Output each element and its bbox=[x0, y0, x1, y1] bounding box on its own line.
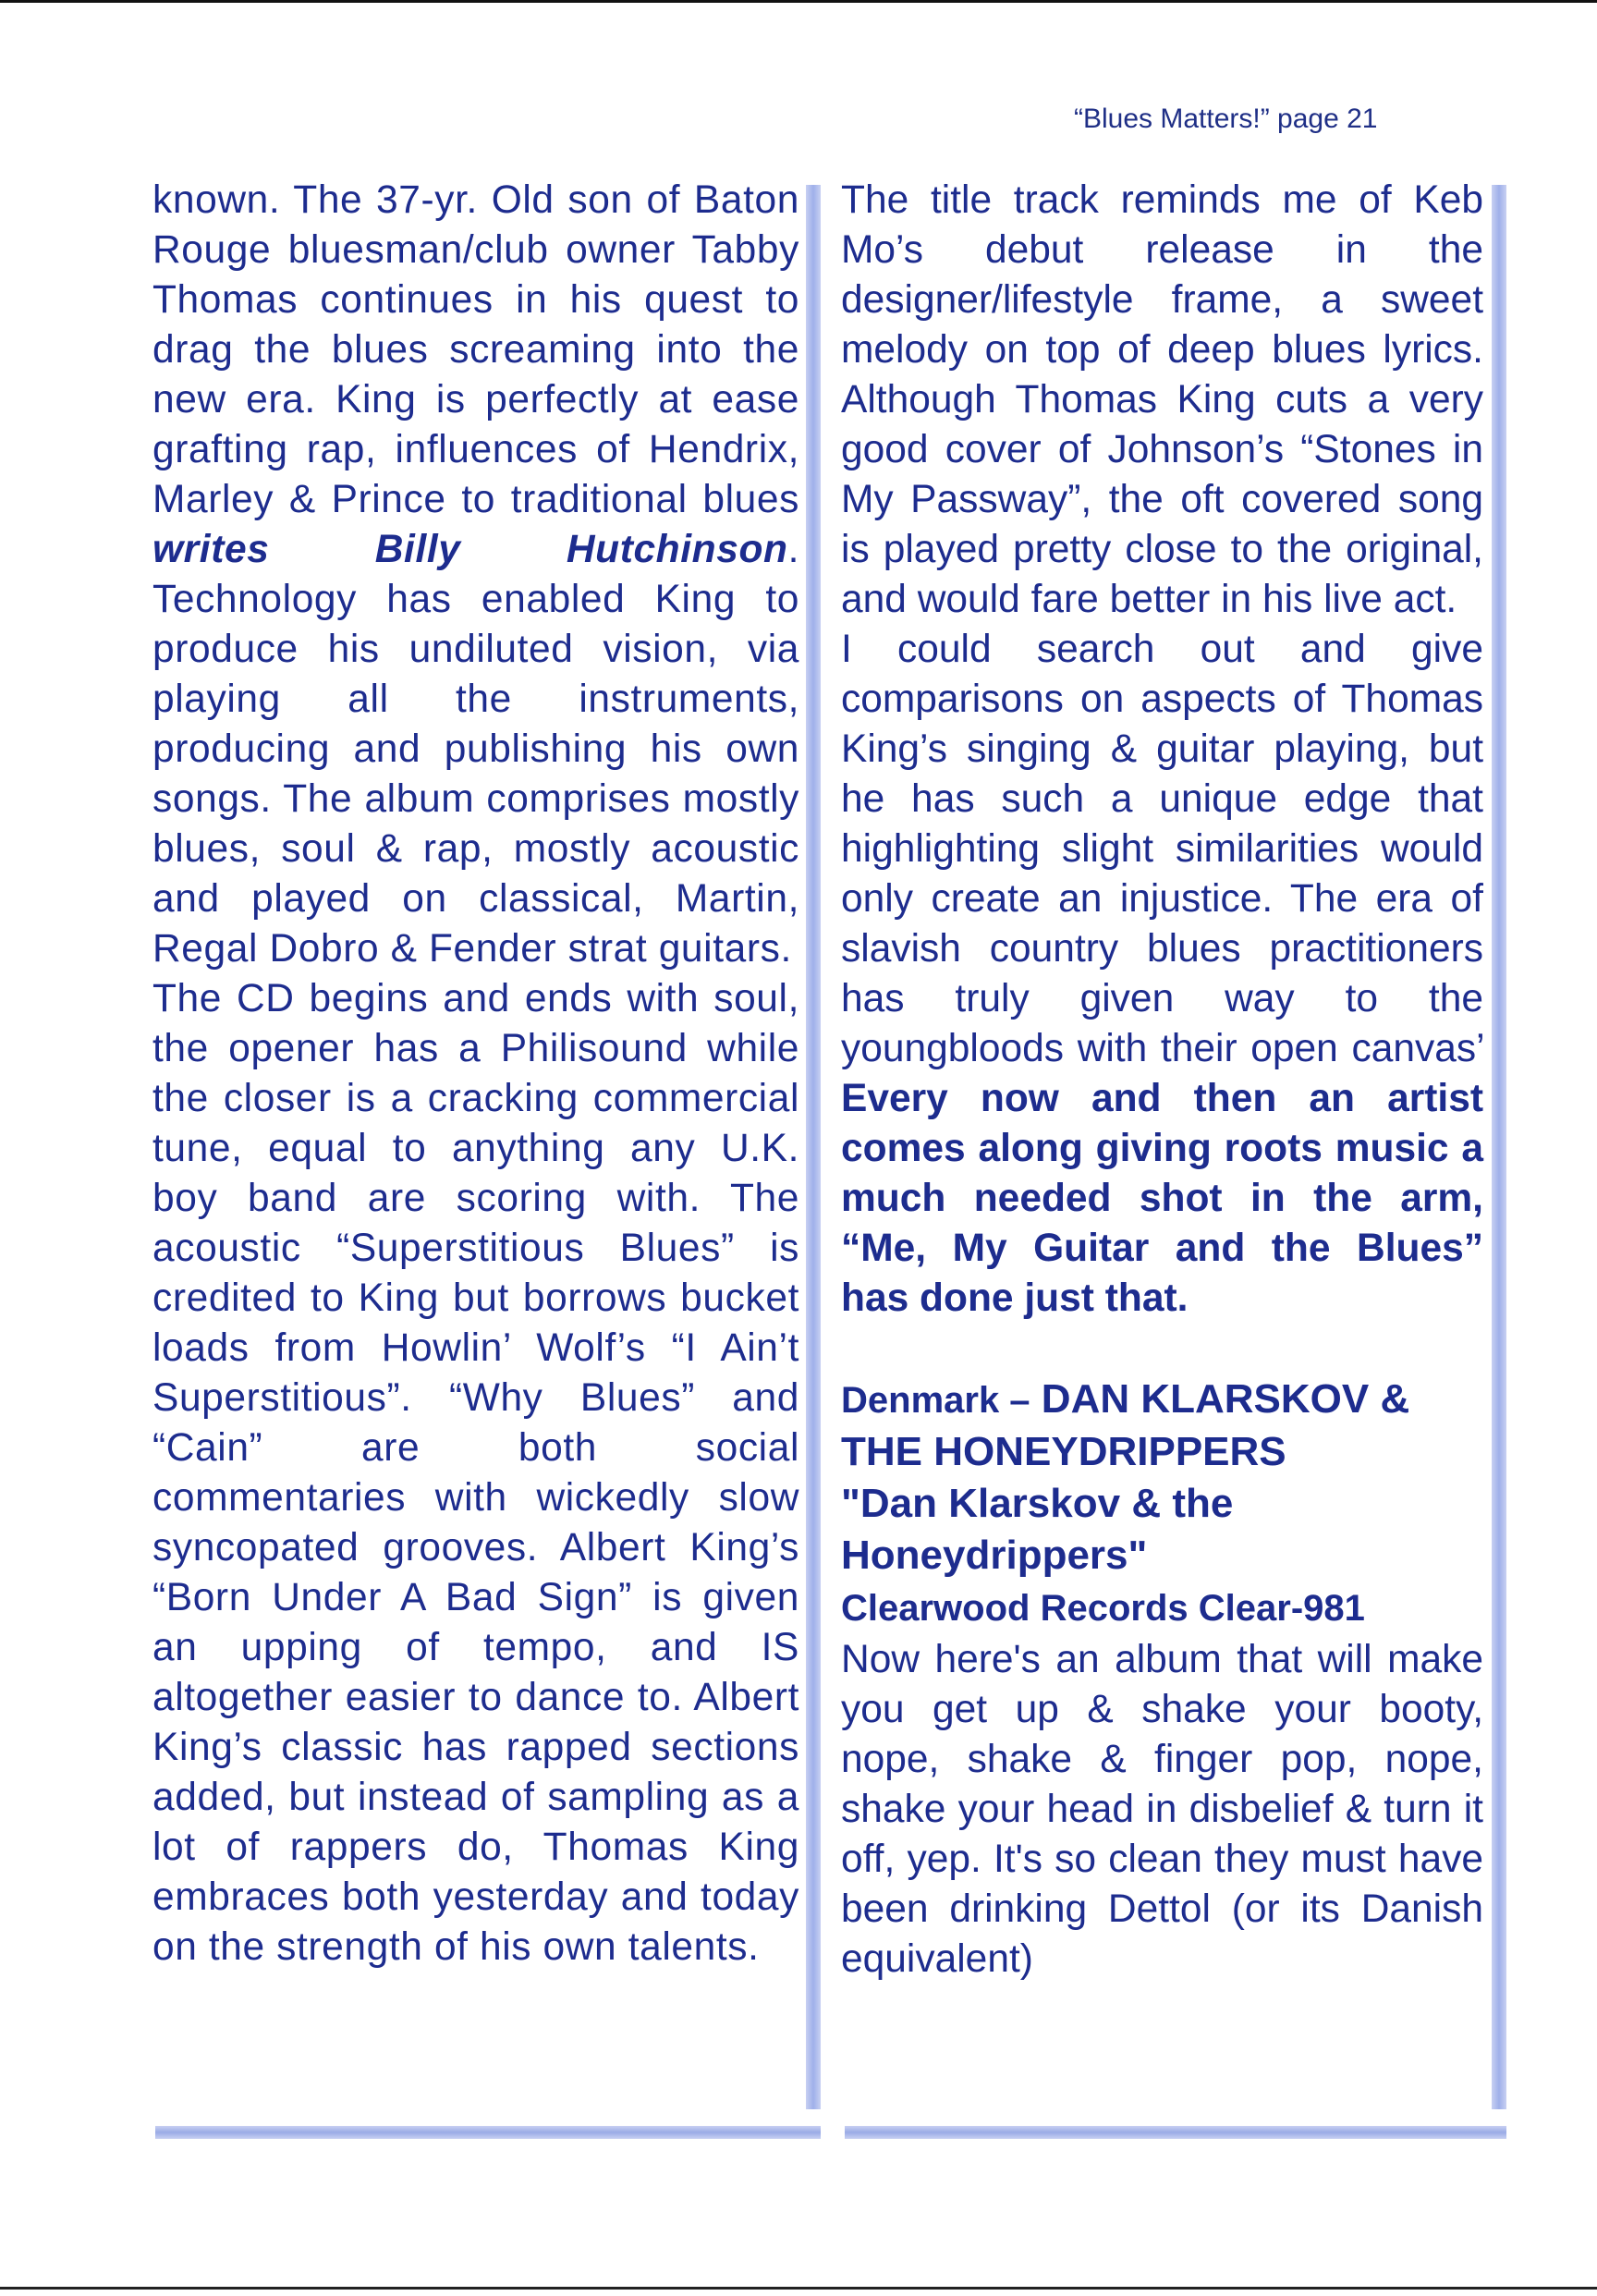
review-country: Denmark – bbox=[841, 1380, 1030, 1421]
spacer bbox=[841, 1324, 1483, 1374]
page-header: “Blues Matters!” page 21 bbox=[1074, 104, 1378, 134]
bottom-border-line bbox=[0, 2287, 1597, 2290]
paragraph: Now here's an album that will make you get up & shake your booty, nope, shake & finger pop, nope, shake your head in disbelief & turn it off, yep. It's so clean they must have been drinking Dettol (or its Danish equivalent) bbox=[841, 1638, 1483, 1981]
review-record-label: Clearwood Records Clear-981 bbox=[841, 1588, 1365, 1629]
paragraph-text: I could search out and give comparisons on aspects of Thomas King’s singing & guitar playing, but he has such a unique edge that highlighting slight similarities would only create an injustice. The era of slavish country blues practitioners has truly given way to the youngbloods with their open canvas’ bbox=[841, 628, 1483, 1070]
right-column bbox=[841, 176, 1483, 2115]
paragraph-text: known. The 37-yr. Old son of Baton Rouge bluesman/club owner Tabby Thomas continues in his quest to drag the blues screaming into the new era. King is perfectly at ease grafting rap, influences of Hendrix, Marley & Prince to traditional blues bbox=[152, 178, 799, 521]
review-album-title: "Dan Klarskov & the Honeydrippers" bbox=[841, 1481, 1234, 1578]
byline: writes Billy Hutchinson bbox=[152, 528, 788, 571]
review-heading bbox=[841, 1374, 1483, 1478]
review-artist: DAN KLARSKOV & THE HONEYDRIPPERS bbox=[841, 1376, 1410, 1474]
paragraph: The CD begins and ends with soul, the opener has a Philisound while the closer is a cracking commercial tune, equal to anything any U.K. boy band are scoring with. The acoustic “Superstitious Blues” is credited to King but borrows bucket loads from Howlin’ Wolf’s “I Ain’t Superstitious”. “Why Blues” and “Cain” are both social commentaries with wickedly slow syncopated grooves. Albert King’s “Born Under A Bad Sign” is given an upping of tempo, and IS altogether easier to dance to. Albert King’s classic has rapped sections added, but instead of sampling as a lot of rappers do, Thomas King embraces both yesterday and today on the strength of his own talents. bbox=[152, 977, 799, 1969]
paragraph: The title track reminds me of Keb Mo’s debut release in the designer/lifestyle frame, a sweet melody on top of deep blues lyrics. Although Thomas King cuts a very good cover of Johnson’s “Stones in My Passway”, the oft covered song is played pretty close to the original, and would fare better in his live act. bbox=[841, 178, 1483, 621]
left-column bbox=[152, 176, 799, 2115]
column-bottom-shadow bbox=[155, 2126, 821, 2139]
paragraph bbox=[841, 625, 1483, 1324]
highlighted-text: Every now and then an artist comes along giving roots music a much needed shot in the arm, “Me, My Guitar and the Blues” has done just that. bbox=[841, 1077, 1483, 1320]
paragraph bbox=[152, 176, 799, 974]
column-bottom-shadow bbox=[845, 2126, 1506, 2139]
paragraph-text: . Technology has enabled King to produce his undiluted vision, via playing all the instruments, producing and publishing his own songs. The album comprises mostly blues, soul & rap, mostly acoustic and played on classical, Martin, Regal Dobro & Fender strat guitars. bbox=[152, 528, 799, 971]
column-shadow-bar bbox=[1492, 185, 1506, 2109]
column-shadow-bar bbox=[806, 185, 821, 2109]
top-border-line bbox=[0, 0, 1597, 3]
